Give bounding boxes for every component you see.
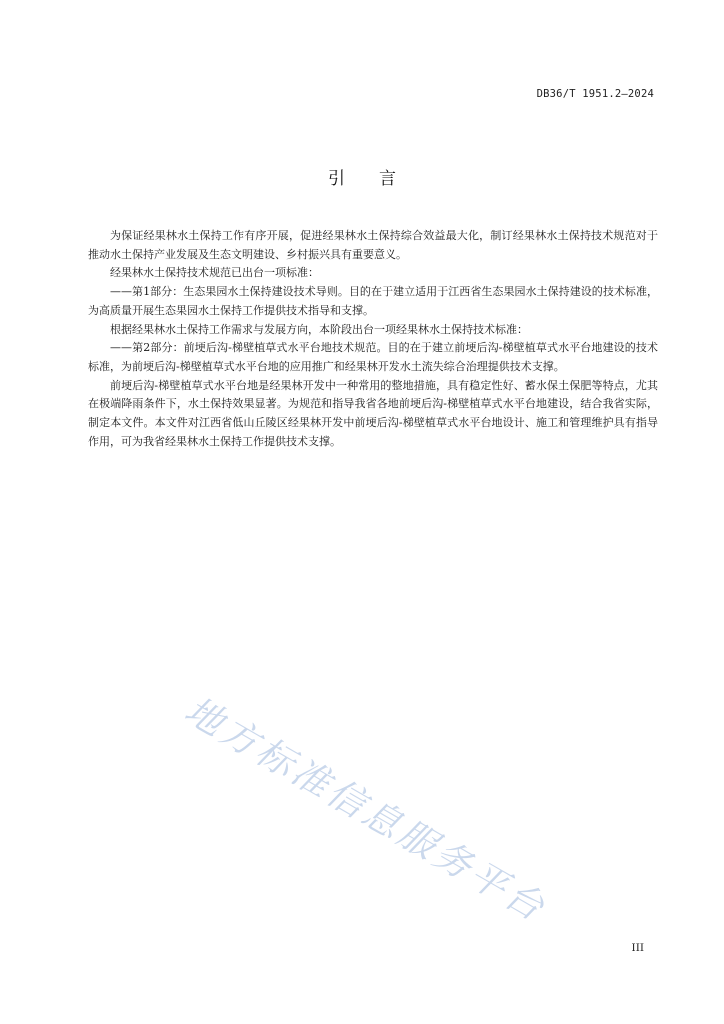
page-title: 引言 — [328, 169, 430, 189]
paragraph: 经果林水土保持技术规范已出台一项标准： — [110, 266, 319, 280]
paragraph: 为保证经果林水土保持工作有序开展，促进经果林水土保持综合效益最大化，制订经果林水土保持技术规范对于推动水土保持产业发展及生态文明建设、乡村振兴具有重要意义。 — [88, 229, 658, 261]
paragraph: ——第2部分：前埂后沟-梯壁植草式水平台地技术规范。目的在于建立前埂后沟-梯壁植草式水平台地建设的技术标准，为前埂后沟-梯壁植草式水平台地的应用推广和经果林开发水土流失综合治理提供技术支撑。 — [88, 341, 658, 373]
page-number: III — [631, 942, 644, 954]
body-text — [88, 227, 658, 451]
watermark: 地方标准信息服务平台 — [177, 688, 555, 931]
document-code: DB36/T 1951.2—2024 — [536, 88, 654, 100]
paragraph: ——第1部分：生态果园水土保持建设技术导则。目的在于建立适用于江西省生态果园水土保持建设的技术标准，为高质量开展生态果园水土保持工作提供技术指导和支撑。 — [88, 285, 658, 317]
paragraph: 前埂后沟-梯壁植草式水平台地是经果林开发中一种常用的整地措施，具有稳定性好、蓄水保土保肥等特点，尤其在极端降雨条件下，水土保持效果显著。为规范和指导我省各地前埂后沟-梯壁植草式水平台地建设，结合我省实际，制定本文件。本文件对江西省低山丘陵区经果林开发中前埂后沟-梯壁植草式水平台地设计、施工和管理维护具有指导作用，可为我省经果林水土保持工作提供技术支撑。 — [88, 378, 658, 448]
paragraph: 根据经果林水土保持工作需求与发展方向，本阶段出台一项经果林水土保持技术标准： — [110, 322, 528, 336]
